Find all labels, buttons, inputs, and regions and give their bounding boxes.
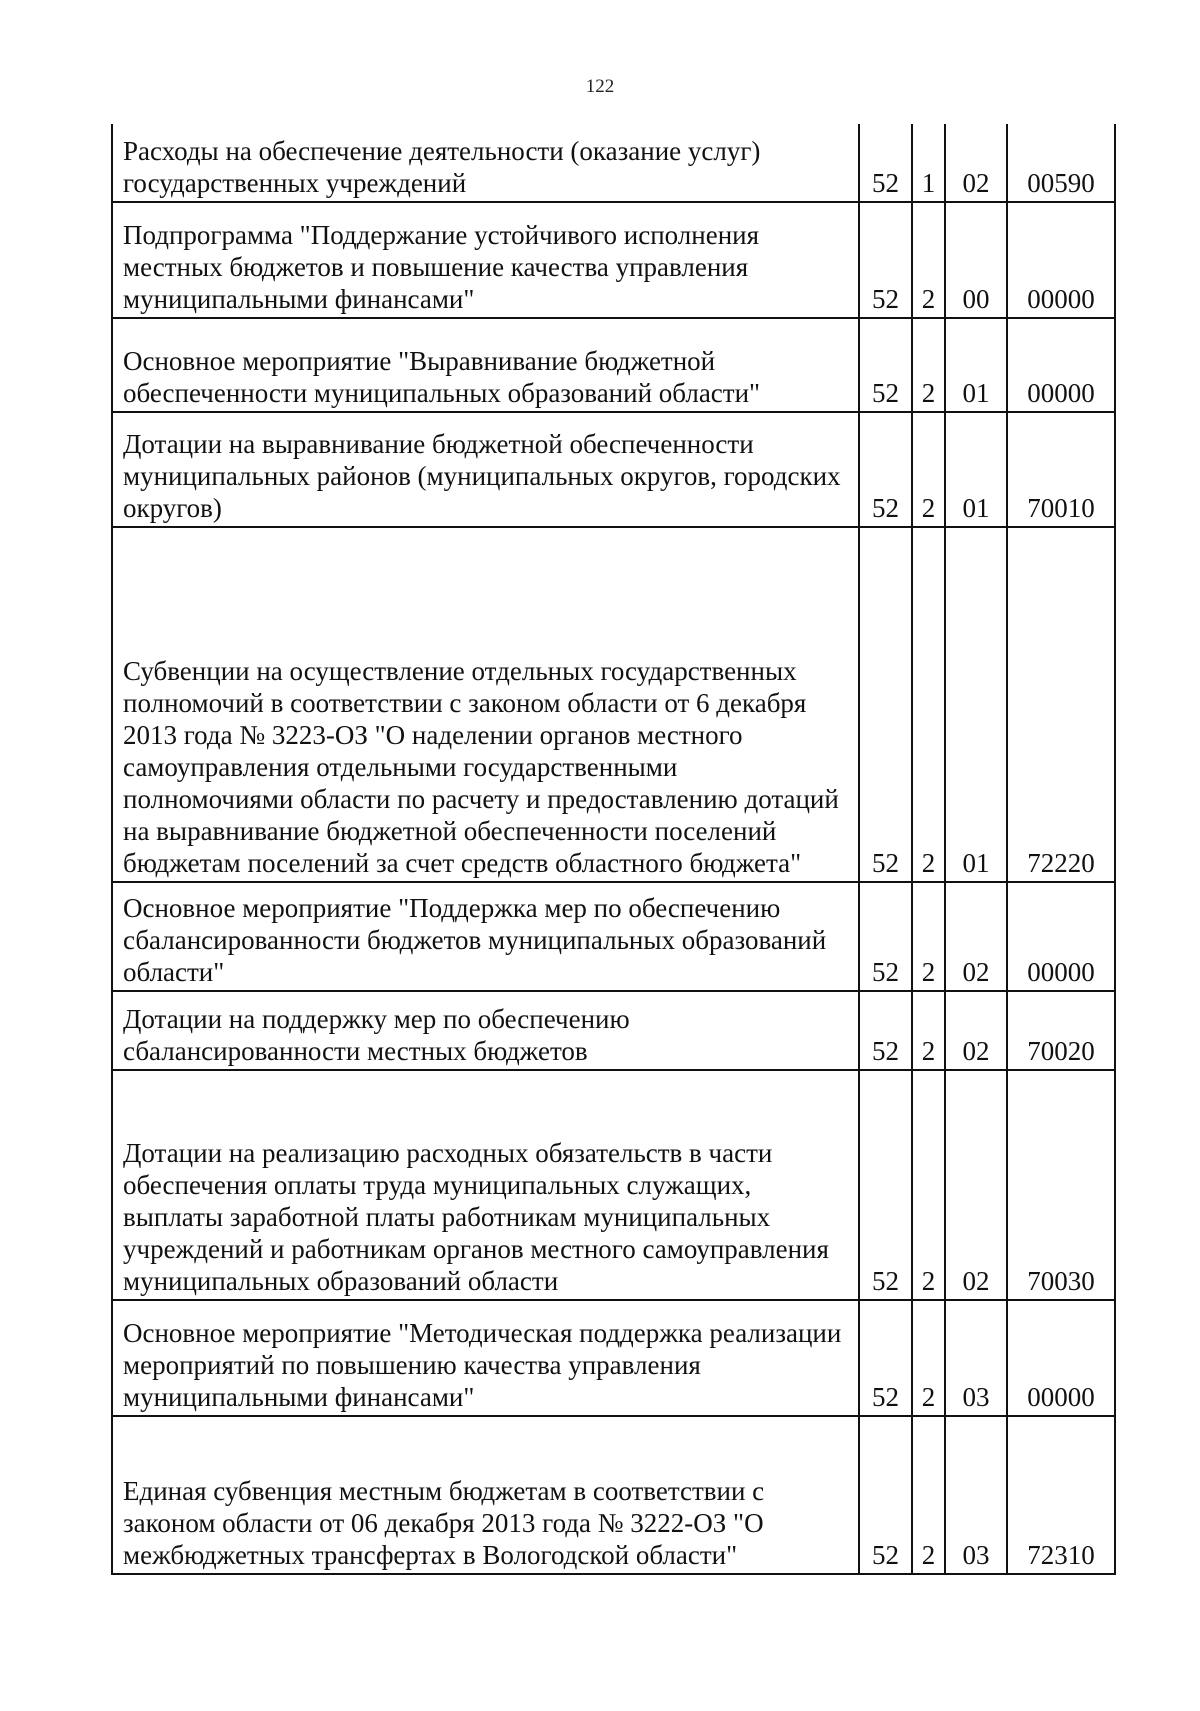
program-code: 52 (859, 202, 912, 318)
row-description: Основное мероприятие "Методическая поддержка реализации мероприятий по повышению качества управления муниципальными финансами" (112, 1300, 859, 1416)
subprogram-code: 2 (912, 1070, 945, 1300)
program-code: 52 (859, 1416, 912, 1574)
table-row (112, 1416, 1115, 1574)
table-row (112, 318, 1115, 412)
page-number: 122 (585, 76, 615, 97)
direction-code: 72310 (1007, 1416, 1115, 1574)
activity-code: 01 (945, 412, 1007, 527)
program-code: 52 (859, 991, 912, 1070)
program-code: 52 (859, 412, 912, 527)
budget-classification-table (111, 124, 1116, 1575)
direction-code: 00000 (1007, 882, 1115, 991)
table-row (112, 1070, 1115, 1300)
subprogram-code: 2 (912, 412, 945, 527)
subprogram-code: 2 (912, 882, 945, 991)
row-description: Расходы на обеспечение деятельности (оказание услуг) государственных учреждений (112, 124, 859, 202)
row-description: Единая субвенция местным бюджетам в соответствии с законом области от 06 декабря 2013 года № 3222-ОЗ "О межбюджетных трансфертах в Вологодской области" (112, 1416, 859, 1574)
activity-code: 03 (945, 1416, 1007, 1574)
direction-code: 72220 (1007, 527, 1115, 882)
row-description: Дотации на выравнивание бюджетной обеспеченности муниципальных районов (муниципальных округов, городских округов) (112, 412, 859, 527)
subprogram-code: 2 (912, 527, 945, 882)
activity-code: 01 (945, 527, 1007, 882)
direction-code: 00000 (1007, 318, 1115, 412)
direction-code: 70010 (1007, 412, 1115, 527)
direction-code: 00590 (1007, 124, 1115, 202)
direction-code: 00000 (1007, 202, 1115, 318)
activity-code: 02 (945, 991, 1007, 1070)
row-description: Основное мероприятие "Выравнивание бюджетной обеспеченности муниципальных образований области" (112, 318, 859, 412)
row-description: Дотации на поддержку мер по обеспечению сбалансированности местных бюджетов (112, 991, 859, 1070)
row-description: Основное мероприятие "Поддержка мер по обеспечению сбалансированности бюджетов муниципальных образований области" (112, 882, 859, 991)
table-row (112, 202, 1115, 318)
subprogram-code: 2 (912, 318, 945, 412)
direction-code: 00000 (1007, 1300, 1115, 1416)
row-description: Подпрограмма "Поддержание устойчивого исполнения местных бюджетов и повышение качества управления муниципальными финансами" (112, 202, 859, 318)
program-code: 52 (859, 527, 912, 882)
table-row (112, 124, 1115, 202)
program-code: 52 (859, 882, 912, 991)
table-row (112, 412, 1115, 527)
table-row (112, 1300, 1115, 1416)
direction-code: 70030 (1007, 1070, 1115, 1300)
program-code: 52 (859, 318, 912, 412)
subprogram-code: 2 (912, 202, 945, 318)
activity-code: 02 (945, 124, 1007, 202)
program-code: 52 (859, 1070, 912, 1300)
subprogram-code: 2 (912, 1416, 945, 1574)
table-row (112, 527, 1115, 882)
activity-code: 02 (945, 1070, 1007, 1300)
table-row (112, 882, 1115, 991)
program-code: 52 (859, 124, 912, 202)
subprogram-code: 1 (912, 124, 945, 202)
activity-code: 01 (945, 318, 1007, 412)
activity-code: 00 (945, 202, 1007, 318)
row-description: Дотации на реализацию расходных обязательств в части обеспечения оплаты труда муниципальных служащих, выплаты заработной платы работникам муниципальных учреждений и работникам органов местного самоуправления муниципальных образований области (112, 1070, 859, 1300)
activity-code: 03 (945, 1300, 1007, 1416)
program-code: 52 (859, 1300, 912, 1416)
subprogram-code: 2 (912, 1300, 945, 1416)
activity-code: 02 (945, 882, 1007, 991)
subprogram-code: 2 (912, 991, 945, 1070)
direction-code: 70020 (1007, 991, 1115, 1070)
row-description: Субвенции на осуществление отдельных государственных полномочий в соответствии с законом области от 6 декабря 2013 года № 3223-ОЗ "О наделении органов местного самоуправления отдельными государственными полномочиями области по расчету и предоставлению дотаций на выравнивание бюджетной обеспеченности поселений бюджетам поселений за счет средств областного бюджета" (112, 527, 859, 882)
table-row (112, 991, 1115, 1070)
